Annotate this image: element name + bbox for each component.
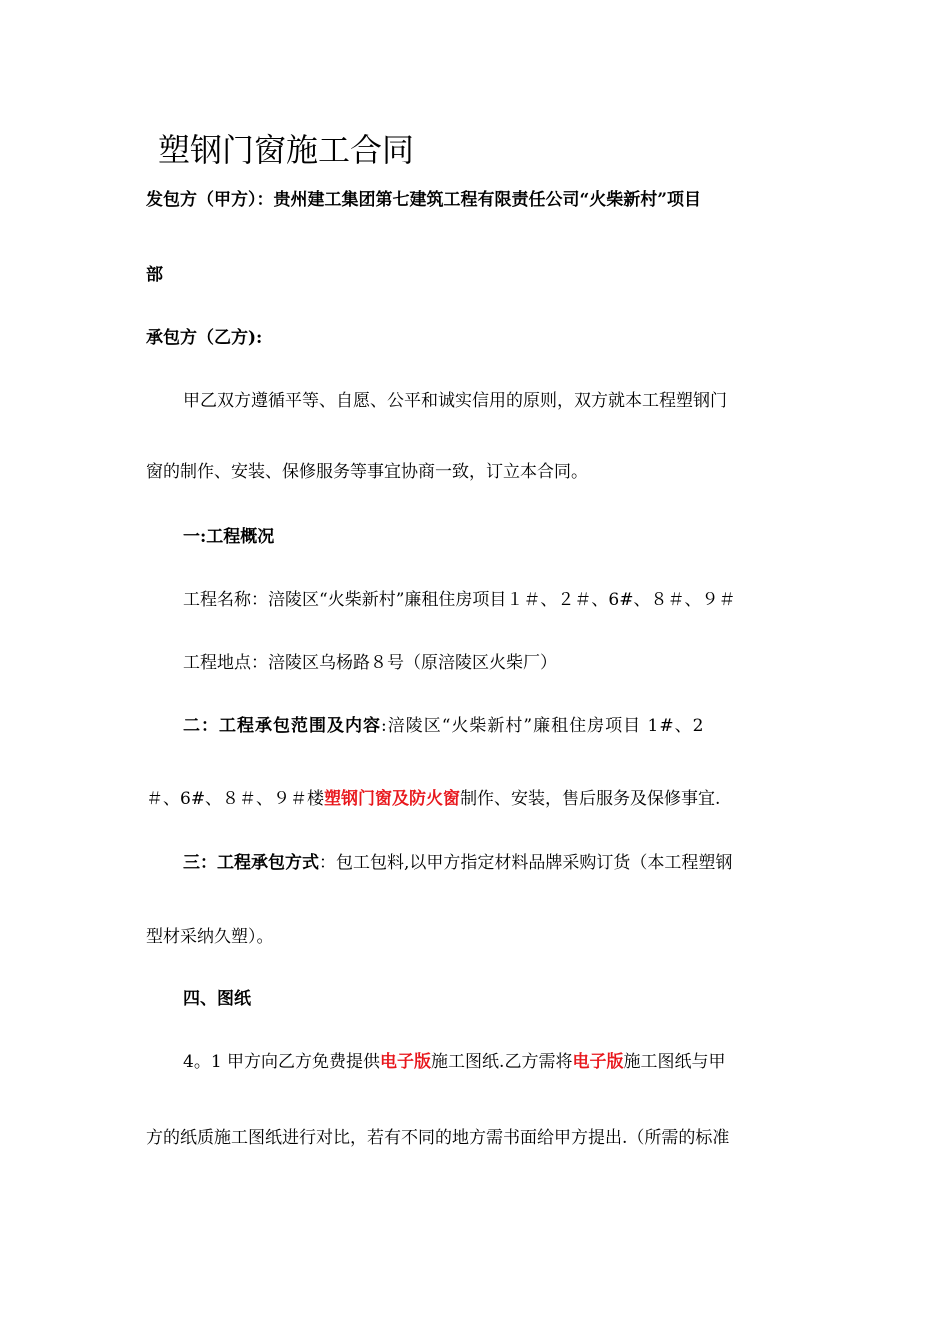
section-2-text: :涪陵区“火柴新村”廉租住房项目 1#、2 [381, 716, 705, 736]
section-2-highlight: 塑钢门窗及防火窗 [324, 789, 461, 809]
item-1-highlight-2: 电子版 [572, 1052, 624, 1072]
section-2-heading: 二：工程承包范围及内容 [183, 716, 381, 736]
section-1-heading: 一:工程概况 [183, 527, 275, 547]
project-location: 工程地点：涪陵区乌杨路８号（原涪陵区火柴厂） [183, 653, 557, 673]
section-2-line-1 [183, 714, 810, 738]
section-3-heading: 三：工程承包方式 [183, 853, 319, 873]
section-3-line-2: 型材采纳久塑）。 [146, 927, 274, 947]
section-2-line-2 [146, 787, 810, 811]
party-a-label: 发包方（甲方）： [146, 190, 274, 210]
project-name: 工程名称：涪陵区“火柴新村”廉租住房项目１＃、２＃、6#、８＃、９＃ [183, 590, 736, 610]
item-1-highlight-1: 电子版 [380, 1052, 432, 1072]
section-3-text: ：包工包料,以甲方指定材料品牌采购订货（本工程塑钢 [319, 853, 733, 873]
section-3-line-1 [183, 851, 810, 875]
section-4-heading: 四、图纸 [183, 989, 251, 1009]
item-1-pre: 4。1 甲方向乙方免费提供 [183, 1052, 381, 1072]
document-title: 塑钢门窗施工合同 [158, 131, 415, 169]
item-1-mid: 施工图纸.乙方需将 [431, 1052, 573, 1072]
intro-line-1: 甲乙双方遵循平等、自愿、公平和诚实信用的原则，双方就本工程塑钢门 [183, 391, 727, 411]
party-a-name: 贵州建工集团第七建筑工程有限责任公司“火柴新村”项目 [273, 190, 702, 210]
section-4-item-1-line-1 [183, 1050, 810, 1074]
party-b-label: 承包方（乙方): [146, 328, 263, 348]
party-a-line-2: 部 [146, 265, 163, 285]
intro-line-2: 窗的制作、安装、保修服务等事宜协商一致，订立本合同。 [146, 462, 588, 482]
section-2-scope: 制作、安装，售后服务及保修事宜. [460, 789, 721, 809]
section-4-item-1-line-2: 方的纸质施工图纸进行对比，若有不同的地方需书面给甲方提出.（所需的标准 [146, 1128, 730, 1148]
item-1-post: 施工图纸与甲 [623, 1052, 726, 1072]
party-a-line-1 [146, 188, 810, 212]
section-2-buildings: ＃、6#、８＃、９＃楼 [146, 789, 325, 809]
